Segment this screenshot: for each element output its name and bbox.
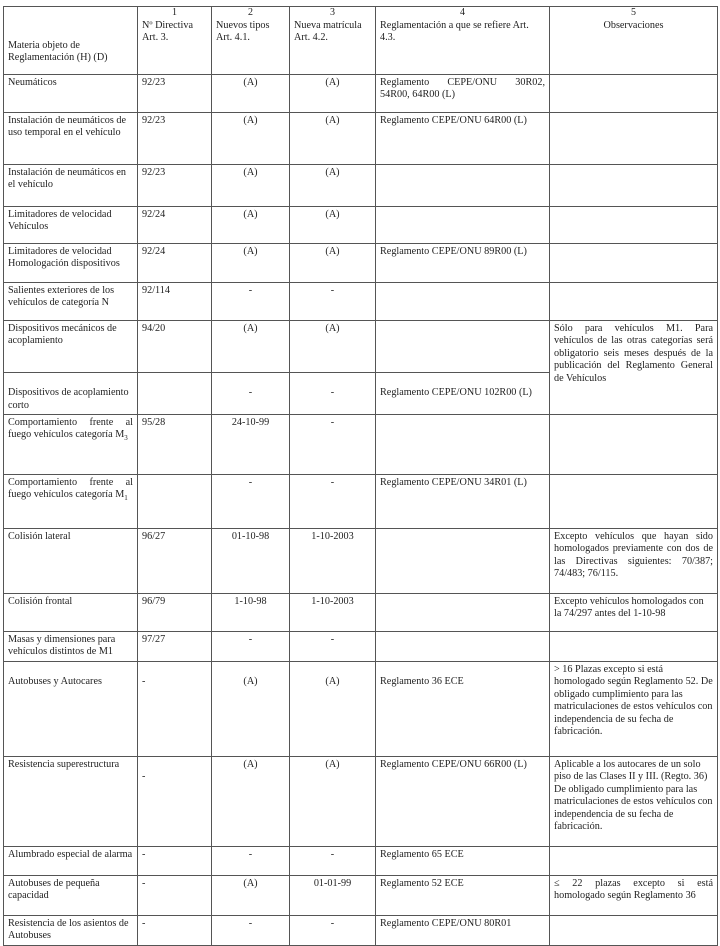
- cell-nueva-matricula: 01-01-99: [290, 875, 376, 915]
- cell-directiva: 95/28: [138, 415, 212, 475]
- cell-reglamentacion: [376, 415, 550, 475]
- cell-materia: Limitadores de velocidad Homologación dispositivos: [4, 244, 138, 283]
- cell-materia: Dispositivos mecánicos de acoplamiento: [4, 321, 138, 373]
- cell-nueva-matricula: -: [290, 415, 376, 475]
- cell-nuevos-tipos: (A): [212, 165, 290, 207]
- cell-observaciones: [550, 207, 718, 244]
- cell-nuevos-tipos: -: [212, 373, 290, 415]
- cell-nueva-matricula: (A): [290, 661, 376, 756]
- cell-observaciones: [550, 113, 718, 165]
- header-directiva: Nº Directiva Art. 3.: [138, 18, 212, 75]
- cell-observaciones: [550, 475, 718, 529]
- table-row: [4, 113, 718, 165]
- table-row: [4, 244, 718, 283]
- cell-materia: Neumáticos: [4, 75, 138, 113]
- cell-directiva: -: [138, 875, 212, 915]
- cell-directiva: -: [138, 915, 212, 945]
- category-subscript: 3: [124, 434, 128, 443]
- cell-directiva: 97/27: [138, 632, 212, 662]
- table-row: [4, 756, 718, 846]
- cell-reglamentacion: [376, 529, 550, 594]
- cell-reglamentacion: Reglamento 65 ECE: [376, 846, 550, 875]
- cell-observaciones: [550, 632, 718, 662]
- cell-nueva-matricula: (A): [290, 75, 376, 113]
- table-row: [4, 321, 718, 373]
- header-observaciones: Observaciones: [550, 18, 718, 75]
- cell-reglamentacion: Reglamento 36 ECE: [376, 661, 550, 756]
- cell-directiva: -: [138, 661, 212, 756]
- cell-materia: [4, 475, 138, 529]
- cell-nueva-matricula: (A): [290, 756, 376, 846]
- header-materia: Materia objeto de Reglamentación (H) (D): [4, 18, 138, 75]
- cell-materia: Resistencia superestructura: [4, 756, 138, 846]
- cell-observaciones: [550, 165, 718, 207]
- header-nuevos-tipos: Nuevos tipos Art. 4.1.: [212, 18, 290, 75]
- cell-reglamentacion: Reglamento CEPE/ONU 30R02, 54R00, 64R00 (L): [376, 75, 550, 113]
- cell-observaciones: [550, 415, 718, 475]
- cell-materia: Dispositivos de acoplamiento corto: [4, 373, 138, 415]
- cell-reglamentacion: [376, 207, 550, 244]
- table-row: [4, 475, 718, 529]
- cell-nuevos-tipos: (A): [212, 75, 290, 113]
- column-number: 3: [290, 7, 376, 19]
- cell-directiva: 94/20: [138, 321, 212, 373]
- column-number-row: [4, 7, 718, 19]
- cell-nueva-matricula: -: [290, 373, 376, 415]
- cell-materia: Alumbrado especial de alarma: [4, 846, 138, 875]
- cell-nueva-matricula: 1-10-2003: [290, 529, 376, 594]
- cell-materia: Masas y dimensiones para vehículos distintos de M1: [4, 632, 138, 662]
- cell-observaciones: [550, 244, 718, 283]
- cell-materia: Resistencia de los asientos de Autobuses: [4, 915, 138, 945]
- cell-observaciones: [550, 846, 718, 875]
- cell-reglamentacion: Reglamento CEPE/ONU 80R01: [376, 915, 550, 945]
- cell-reglamentacion: Reglamento 52 ECE: [376, 875, 550, 915]
- table-row: [4, 594, 718, 632]
- cell-nueva-matricula: (A): [290, 244, 376, 283]
- header-reglamentacion: Reglamentación a que se refiere Art. 4.3.: [376, 18, 550, 75]
- cell-nuevos-tipos: (A): [212, 756, 290, 846]
- table-row: [4, 846, 718, 875]
- cell-reglamentacion: Reglamento CEPE/ONU 64R00 (L): [376, 113, 550, 165]
- table-row: [4, 875, 718, 915]
- table-row: [4, 415, 718, 475]
- cell-nuevos-tipos: (A): [212, 244, 290, 283]
- column-number: 5: [550, 7, 718, 19]
- cell-nuevos-tipos: (A): [212, 113, 290, 165]
- cell-nueva-matricula: -: [290, 846, 376, 875]
- table-row: [4, 529, 718, 594]
- cell-nuevos-tipos: -: [212, 475, 290, 529]
- cell-reglamentacion: Reglamento CEPE/ONU 89R00 (L): [376, 244, 550, 283]
- cell-materia: Salientes exteriores de los vehículos de categoría N: [4, 283, 138, 321]
- cell-nueva-matricula: -: [290, 475, 376, 529]
- cell-nueva-matricula: 1-10-2003: [290, 594, 376, 632]
- column-number: [4, 7, 138, 19]
- cell-nuevos-tipos: (A): [212, 875, 290, 915]
- cell-materia: Autobuses de pequeña capacidad: [4, 875, 138, 915]
- cell-nuevos-tipos: -: [212, 283, 290, 321]
- cell-nuevos-tipos: 01-10-98: [212, 529, 290, 594]
- cell-nueva-matricula: -: [290, 283, 376, 321]
- cell-nueva-matricula: -: [290, 632, 376, 662]
- cell-directiva: 92/24: [138, 207, 212, 244]
- cell-reglamentacion: Reglamento CEPE/ONU 66R00 (L): [376, 756, 550, 846]
- cell-directiva: [138, 373, 212, 415]
- cell-directiva: 96/27: [138, 529, 212, 594]
- cell-directiva: [138, 475, 212, 529]
- table-row: [4, 207, 718, 244]
- cell-observaciones: Excepto vehículos que hayan sido homologados previamente con dos de las Directivas siguientes: 70/387; 74/483; 76/115.: [550, 529, 718, 594]
- cell-materia: Instalación de neumáticos de uso temporal en el vehículo: [4, 113, 138, 165]
- cell-reglamentacion: [376, 321, 550, 373]
- cell-directiva: 92/23: [138, 165, 212, 207]
- cell-observaciones: ≤ 22 plazas excepto si está homologado según Reglamento 36: [550, 875, 718, 915]
- cell-nueva-matricula: (A): [290, 113, 376, 165]
- cell-directiva: -: [138, 846, 212, 875]
- column-number: 1: [138, 7, 212, 19]
- cell-reglamentacion: Reglamento CEPE/ONU 102R00 (L): [376, 373, 550, 415]
- cell-observaciones: [550, 283, 718, 321]
- cell-materia: Colisión lateral: [4, 529, 138, 594]
- cell-materia: Autobuses y Autocares: [4, 661, 138, 756]
- cell-nueva-matricula: (A): [290, 321, 376, 373]
- regulation-table: [3, 6, 718, 946]
- cell-nueva-matricula: (A): [290, 207, 376, 244]
- cell-reglamentacion: [376, 594, 550, 632]
- cell-materia-text: Comportamiento frente al fuego vehículos categoría M: [8, 477, 133, 501]
- cell-nuevos-tipos: -: [212, 915, 290, 945]
- cell-observaciones: Excepto vehículos homologados con la 74/297 antes del 1-10-98: [550, 594, 718, 632]
- cell-materia: Limitadores de velocidad Vehículos: [4, 207, 138, 244]
- column-number: 4: [376, 7, 550, 19]
- cell-observaciones: > 16 Plazas excepto si está homologado según Reglamento 52. De obligado cumplimiento para las matriculaciones de estos vehículos con independencia de su fecha de fabricación.: [550, 661, 718, 756]
- table-row: [4, 632, 718, 662]
- table-row: [4, 661, 718, 756]
- cell-nuevos-tipos: -: [212, 846, 290, 875]
- cell-nueva-matricula: (A): [290, 165, 376, 207]
- header-row: [4, 18, 718, 75]
- cell-directiva: 92/23: [138, 113, 212, 165]
- cell-nuevos-tipos: 24-10-99: [212, 415, 290, 475]
- cell-directiva: 92/114: [138, 283, 212, 321]
- table-row: [4, 165, 718, 207]
- table-row: [4, 915, 718, 945]
- cell-directiva: 92/24: [138, 244, 212, 283]
- cell-observaciones: Aplicable a los autocares de un solo piso de las Clases II y III. (Regto. 36) De obligado cumplimiento para las matriculaciones de estos vehículos con independencia de su fecha de fabricación.: [550, 756, 718, 846]
- cell-materia: Colisión frontal: [4, 594, 138, 632]
- category-subscript: 1: [124, 494, 128, 503]
- cell-nuevos-tipos: (A): [212, 207, 290, 244]
- cell-directiva: 96/79: [138, 594, 212, 632]
- cell-observaciones: Sólo para vehículos M1. Para vehículos de las otras categorías será obligatorio seis meses después de la publicación del Reglamento General de Vehículos: [550, 321, 718, 415]
- cell-reglamentacion: [376, 632, 550, 662]
- cell-materia-text: Comportamiento frente al fuego vehículos categoría M: [8, 417, 133, 441]
- cell-nuevos-tipos: (A): [212, 321, 290, 373]
- table-row: [4, 283, 718, 321]
- cell-reglamentacion: Reglamento CEPE/ONU 34R01 (L): [376, 475, 550, 529]
- cell-reglamentacion: [376, 165, 550, 207]
- cell-materia: [4, 415, 138, 475]
- cell-materia: Instalación de neumáticos en el vehículo: [4, 165, 138, 207]
- column-number: 2: [212, 7, 290, 19]
- cell-directiva: -: [138, 756, 212, 846]
- cell-observaciones: [550, 75, 718, 113]
- table-row: [4, 75, 718, 113]
- cell-nuevos-tipos: -: [212, 632, 290, 662]
- cell-nuevos-tipos: 1-10-98: [212, 594, 290, 632]
- cell-reglamentacion: [376, 283, 550, 321]
- cell-directiva: 92/23: [138, 75, 212, 113]
- header-nueva-matricula: Nueva matrícula Art. 4.2.: [290, 18, 376, 75]
- cell-nuevos-tipos: (A): [212, 661, 290, 756]
- cell-nueva-matricula: -: [290, 915, 376, 945]
- cell-observaciones: [550, 915, 718, 945]
